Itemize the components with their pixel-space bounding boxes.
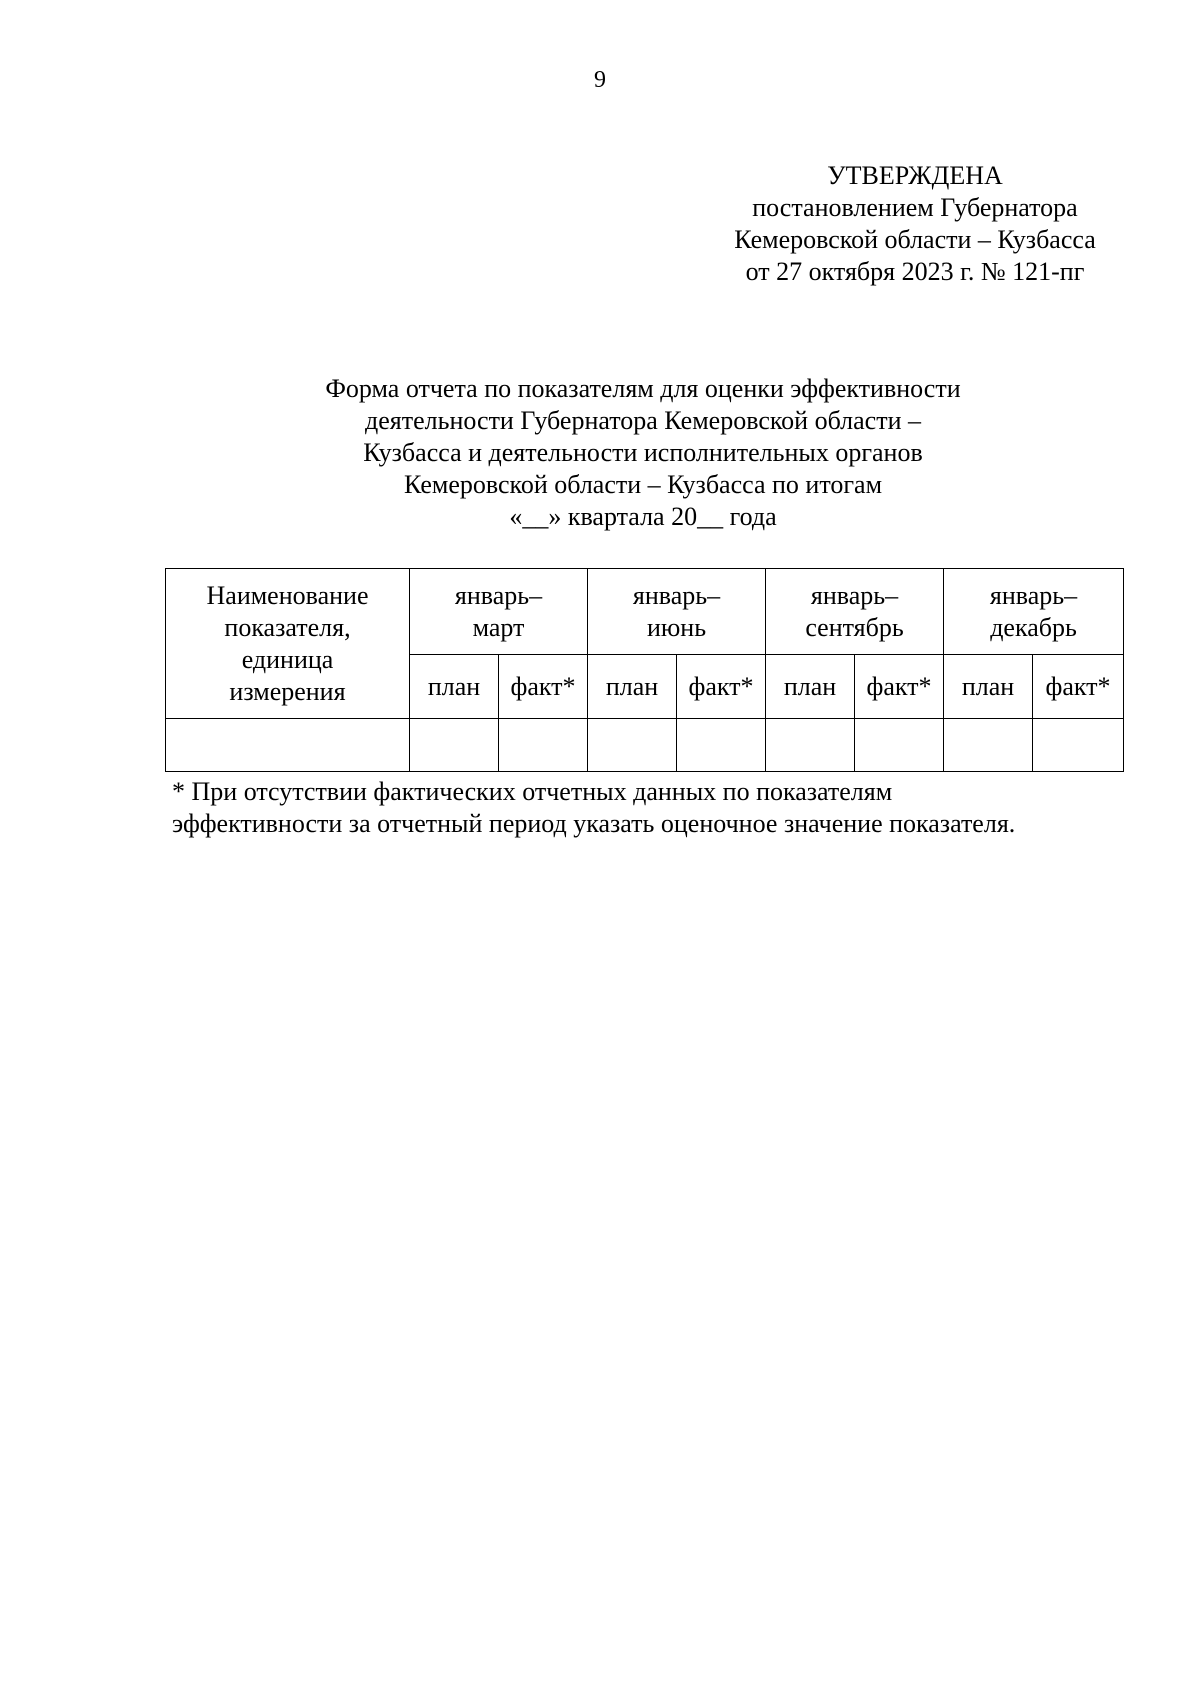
form-title-line: Форма отчета по показателям для оценки эффективности bbox=[325, 374, 961, 403]
table-cell bbox=[855, 719, 944, 772]
table-cell bbox=[944, 719, 1033, 772]
page-number: 9 bbox=[594, 67, 606, 93]
table-row bbox=[166, 719, 1124, 772]
approval-line: от 27 октября 2023 г. № 121-пг bbox=[745, 257, 1085, 286]
period-header-q1 bbox=[410, 569, 588, 655]
table-cell bbox=[410, 719, 499, 772]
form-title bbox=[200, 373, 1086, 533]
period-line: декабрь bbox=[990, 612, 1077, 642]
period-line: январь– bbox=[989, 580, 1078, 610]
period-header-h1 bbox=[588, 569, 766, 655]
form-title-line: деятельности Губернатора Кемеровской области – bbox=[365, 406, 921, 435]
table-cell bbox=[766, 719, 855, 772]
approval-line: постановлением Губернатора bbox=[752, 193, 1078, 222]
table-cell bbox=[588, 719, 677, 772]
approval-line: Кемеровской области – Кузбасса bbox=[734, 225, 1096, 254]
header-line: измерения bbox=[229, 676, 346, 706]
header-line: единица bbox=[241, 644, 334, 674]
table-header-row bbox=[166, 569, 1124, 655]
period-header-year bbox=[944, 569, 1124, 655]
period-line: сентябрь bbox=[805, 612, 904, 642]
footnote-line: эффективности за отчетный период указать оценочное значение показателя. bbox=[172, 809, 1016, 838]
fact-header: факт* bbox=[499, 655, 588, 719]
fact-header: факт* bbox=[1033, 655, 1124, 719]
period-line: январь– bbox=[454, 580, 543, 610]
period-header-9m bbox=[766, 569, 944, 655]
footnote bbox=[172, 776, 1132, 840]
plan-header: план bbox=[410, 655, 499, 719]
period-line: январь– bbox=[632, 580, 721, 610]
period-line: март bbox=[472, 612, 525, 642]
plan-header: план bbox=[944, 655, 1033, 719]
report-table bbox=[165, 568, 1124, 772]
table-cell bbox=[166, 719, 410, 772]
footnote-line: * При отсутствии фактических отчетных данных по показателям bbox=[172, 777, 893, 806]
fact-header: факт* bbox=[855, 655, 944, 719]
indicator-name-header bbox=[166, 569, 410, 719]
period-line: январь– bbox=[810, 580, 899, 610]
form-title-line: «__» квартала 20__ года bbox=[509, 502, 777, 531]
approval-line: УТВЕРЖДЕНА bbox=[827, 161, 1003, 190]
table-cell bbox=[677, 719, 766, 772]
approval-stamp bbox=[700, 160, 1130, 288]
header-line: Наименование bbox=[206, 580, 369, 610]
period-line: июнь bbox=[646, 612, 707, 642]
plan-header: план bbox=[766, 655, 855, 719]
header-line: показателя, bbox=[224, 612, 351, 642]
table-cell bbox=[499, 719, 588, 772]
form-title-line: Кузбасса и деятельности исполнительных органов bbox=[363, 438, 923, 467]
form-title-line: Кемеровской области – Кузбасса по итогам bbox=[403, 470, 883, 499]
plan-header: план bbox=[588, 655, 677, 719]
fact-header: факт* bbox=[677, 655, 766, 719]
table-cell bbox=[1033, 719, 1124, 772]
